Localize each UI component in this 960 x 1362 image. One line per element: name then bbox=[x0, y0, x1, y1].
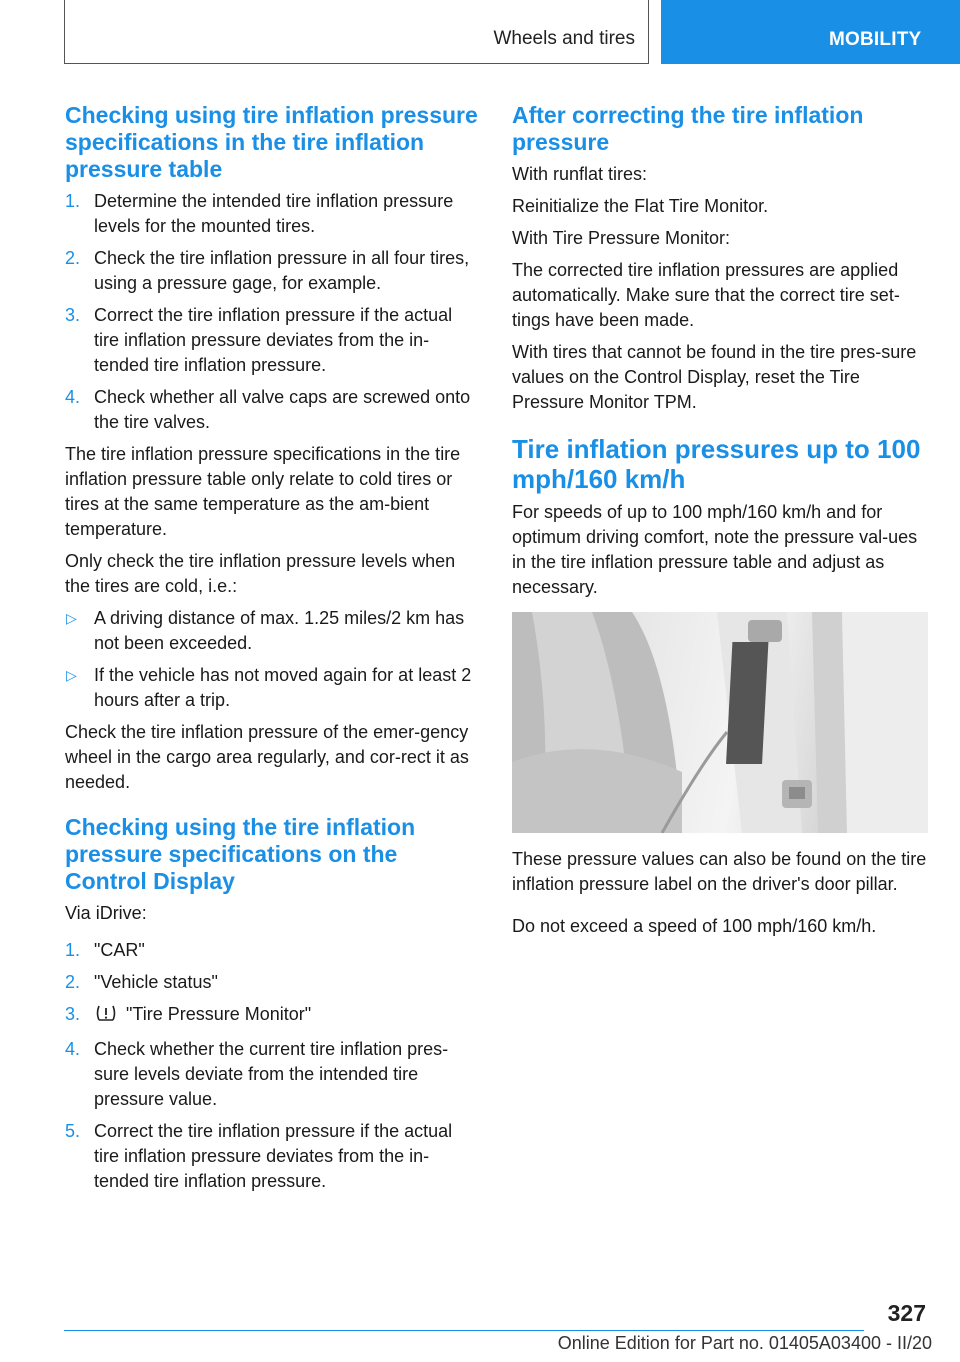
section-title: Wheels and tires bbox=[493, 28, 635, 49]
list-item: 3. "Tire Pressure Monitor" bbox=[65, 1002, 480, 1030]
paragraph: With tires that cannot be found in the tire pres-sure values on the Control Display, reset the Tire Pressure Monitor TPM. bbox=[512, 342, 917, 412]
paragraph: These pressure values can also be found on the tire inflation pressure label on the driver's door pillar. bbox=[512, 849, 927, 894]
paragraph: Via iDrive: bbox=[65, 903, 147, 923]
chapter-label: MOBILITY bbox=[829, 29, 922, 50]
footer-rule bbox=[64, 1330, 864, 1331]
paragraph: Do not exceed a speed of 100 mph/160 km/h. bbox=[512, 916, 877, 936]
door-pillar-illustration bbox=[512, 612, 928, 833]
list-item: ▷ If the vehicle has not moved again for at least 2 hours after a trip. bbox=[66, 665, 472, 710]
list-item: ▷ A driving distance of max. 1.25 miles/2 km has not been exceeded. bbox=[66, 608, 465, 653]
door-pillar-photo bbox=[512, 612, 928, 833]
bullet-list bbox=[65, 606, 480, 713]
list-item: 1. "CAR" bbox=[65, 940, 145, 960]
heading-control-display-check: Checking using the tire inflation pressure specifications on the Control Display bbox=[65, 814, 416, 894]
list-item: 5. Correct the tire inflation pressure if the actual tire inflation pressure deviates from the in-tended tire inflation pressure. bbox=[65, 1121, 453, 1191]
triangle-bullet-icon: ▷ bbox=[66, 667, 77, 683]
paragraph: The tire inflation pressure specifications in the tire inflation pressure table only relate to cold tires or tires at the same temperature as the am-bient temperature. bbox=[65, 444, 461, 539]
paragraph: With runflat tires: bbox=[512, 164, 648, 184]
steps-control-display bbox=[65, 938, 480, 1194]
paragraph: Reinitialize the Flat Tire Monitor. bbox=[512, 196, 769, 216]
heading-after-correcting: After correcting the tire inflation pressure bbox=[512, 102, 864, 155]
left-column bbox=[65, 102, 480, 1201]
paragraph: The corrected tire inflation pressures are applied automatically. Make sure that the correct tire set-tings have been made. bbox=[512, 260, 900, 330]
heading-pressures-100mph: Tire inflation pressures up to 100 mph/160 km/h bbox=[512, 434, 921, 494]
list-item: 1. Determine the intended tire inflation pressure levels for the mounted tires. bbox=[65, 191, 454, 236]
steps-table-check bbox=[65, 189, 480, 435]
list-item: 3. Correct the tire inflation pressure if the actual tire inflation pressure deviates from the in-tended tire inflation pressure. bbox=[65, 305, 453, 375]
tire-pressure-warning-icon bbox=[94, 1003, 118, 1030]
edition-note: Online Edition for Part no. 01405A03400 - II/20 bbox=[557, 1333, 932, 1353]
triangle-bullet-icon: ▷ bbox=[66, 610, 77, 626]
list-item: 2. Check the tire inflation pressure in all four tires, using a pressure gage, for example. bbox=[65, 248, 470, 293]
right-column bbox=[512, 102, 932, 946]
chapter-tab bbox=[661, 0, 960, 64]
paragraph: Only check the tire inflation pressure levels when the tires are cold, i.e.: bbox=[65, 551, 456, 596]
list-item: 4. Check whether the current tire inflation pres-sure levels deviate from the intended tire pressure value. bbox=[65, 1039, 449, 1109]
paragraph: With Tire Pressure Monitor: bbox=[512, 228, 731, 248]
list-item: 4. Check whether all valve caps are screwed onto the tire valves. bbox=[65, 387, 471, 432]
paragraph: For speeds of up to 100 mph/160 km/h and for optimum driving comfort, note the pressure val-ues in the tire inflation pressure table and adjust as necessary. bbox=[512, 502, 918, 597]
page-number: 327 bbox=[887, 1300, 926, 1326]
list-item: 2. "Vehicle status" bbox=[65, 972, 218, 992]
paragraph: Check the tire inflation pressure of the emer-gency wheel in the cargo area regularly, and cor-rect it as needed. bbox=[65, 722, 469, 792]
heading-table-check: Checking using tire inflation pressure specifications in the tire inflation pressure table bbox=[65, 102, 478, 182]
